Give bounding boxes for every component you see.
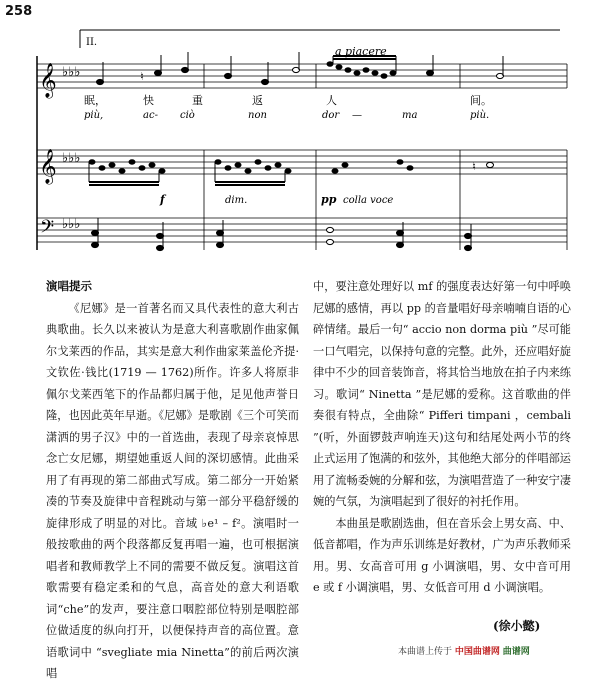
watermark-site: 曲谱网 [502,647,530,657]
lyric-cn: 间。 [470,94,492,107]
colla-voce-marking: colla voce [343,195,394,206]
paragraph: 《尼娜》是一首著名而又具代表性的意大利古典歌曲。长久以来被认为是意大利喜歌剧作曲家佩尔戈莱西的作品，其实是意大利作曲家莱盖伦齐提·文钦佐·钱比(1719 — 1762)所作。许多人将原非佩尔戈莱西笔下的作品都归属于他，足见他声誉日隆，也因此英年早逝。《尼娜》是歌剧《三个可笑而潇洒的男子汉》中的一首选曲，表现了母亲哀悼思念亡女尼娜，期望她重返人间的深切感情。此曲采用了有再现的第二部曲式写成。第二部分一开始紧凑的节奏及旋律中音程跳动与第一部分平稳舒缓的旋律形成了明显的对比。音域 ♭e¹ – f²。演唱时一般按歌曲的两个段落都反复再唱一遍，也可根据演唱者和教师教学上不同的需要不做反复。演唱这首歌需要有稳定柔和的气息，高音处的意大利语歌词“che”的发声，要注意口咽腔部位特别是咽腔部位做适度的纵向打开，以便保持声音的高位置。意语歌词中 “svegliate mia Ninetta”的前后两次演唱 [46,301,299,680]
key-signature-icon: ♭♭♭ [62,65,81,80]
treble-clef-icon: 𝄞 [39,63,57,98]
lyric-cn: 眠， [84,94,106,107]
svg-text:♮: ♮ [472,160,476,173]
left-column [46,276,299,685]
lyric-it: ma [402,110,418,121]
voice-notes [97,52,504,85]
tempo-marking: a piacere [335,45,387,58]
page-number: 258 [5,4,33,19]
lyric-it: dor [322,110,340,121]
lyric-it: ciò [180,110,195,121]
lyric-it: non [248,110,267,121]
dynamic-pp: pp [321,193,337,206]
piano-treble-notes [89,160,494,185]
author-credit: (徐小懿) [493,619,541,633]
lyric-cn: 人 [326,94,337,107]
piano-bass-notes [92,218,472,251]
watermark-prefix: 本曲谱上传于 [398,647,453,657]
watermark-brand: 中国曲谱网 [454,647,500,657]
piano-bass-staff [37,218,567,242]
paragraph: 本曲虽是歌剧选曲，但在音乐会上男女高、中、低音都唱，作为声乐训练是好教材，广为声乐教师采用。男、女高音可用 g 小调演唱，男、女中音可用 e 或 f 小调演唱，男、女低音可用 d 小调演唱。 [313,516,571,594]
lyric-cn: 重 [192,94,203,107]
section-heading: 演唱提示 [46,279,92,293]
section-label: II. [86,37,98,48]
lyric-it: ac- [143,110,158,121]
key-signature-icon: ♭♭♭ [62,217,81,232]
paragraph: 中，要注意处理好以 mf 的强度表达好第一句中呼唤尼娜的感情，再以 pp 的音量唱好母亲喃喃自语的心碎情绪。最后一句“ accio non dorma più ”尽可能一口气唱完，以保持句意的完整。此外，还应唱好旋律中不少的回音装饰音，将其恰当地放在拍子内来练习。歌词“ Ninetta ”是尼娜的爱称。这首歌曲的伴奏很有特点，全曲除“ Pifferi timpani ，cembali ”(听，外面锣鼓声响连天)这句和结尾处两小节的终止式运用了饱满的和弦外，其他绝大部分的伴唱部运用了流畅委婉的分解和弦，为演唱营造了一种安宁凄婉的气氛，为演唱起到了很好的衬托作用。 [313,280,571,508]
key-signature-icon: ♭♭♭ [62,151,81,166]
lyric-it: più, [84,110,104,121]
watermark [398,644,530,657]
bass-clef-icon: 𝄢 [40,217,55,242]
lyrics-italian [84,110,489,121]
treble-clef-icon: 𝄞 [39,149,57,184]
lyric-cn: 快 [143,94,154,107]
right-column [313,276,571,599]
lyric-cn: 返 [252,94,263,107]
lyrics-chinese [84,93,492,107]
svg-text:♮: ♮ [140,70,144,83]
dynamic-f: f [160,193,165,206]
lyric-it: — [352,110,362,121]
voice-staff [37,64,567,88]
dynamic-dim: dim. [225,195,248,206]
lyric-it: più. [470,110,490,121]
music-score [0,0,600,260]
